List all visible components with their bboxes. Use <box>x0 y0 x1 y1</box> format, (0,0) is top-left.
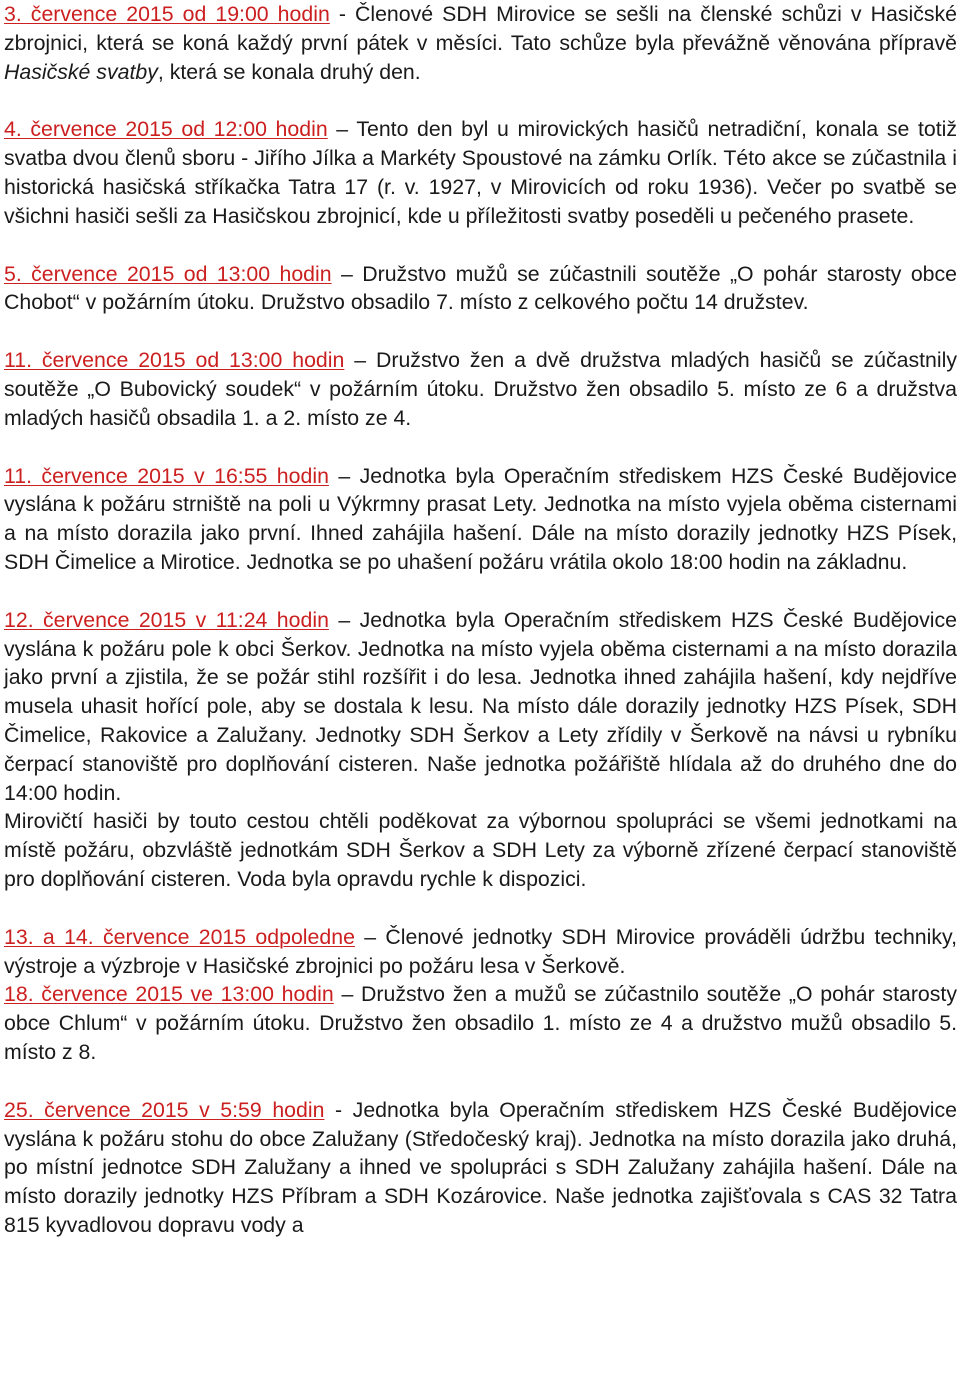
entry-0711-a <box>4 346 957 432</box>
entry-separator: – <box>333 982 361 1007</box>
entry-separator: – <box>344 348 376 373</box>
entry-date-link[interactable]: 11. července 2015 od 13:00 hodin <box>4 348 345 373</box>
entry-separator: – <box>331 261 363 286</box>
entry-text: Členové SDH Mirovice se sešli na členské schůzi v Hasičské zbrojnici, která se koná každý první pátek v měsíci. Tato schůze byla převážně věnována přípravě <box>4 2 957 55</box>
entry-separator: – <box>354 924 386 949</box>
entry-text: Členové jednotky SDH Mirovice prováděli údržbu techniky, výstroje a výzbroje v Hasičské zbrojnici po požáru lesa v Šerkově. <box>4 924 958 978</box>
entry-separator: – <box>328 463 360 488</box>
entry-date-link[interactable]: 11. července 2015 v 16:55 hodin <box>4 463 329 488</box>
entry-date-link[interactable]: 3. července 2015 od 19:00 hodin <box>4 2 330 26</box>
entry-date-link[interactable]: 18. července 2015 ve 13:00 hodin <box>4 982 334 1007</box>
entry-separator: - <box>324 1097 353 1122</box>
entry-text: Družstvo mužů se zúčastnili soutěže „O pohár starosty obce Chobot“ v požárním útoku. Družstvo obsadilo 7. místo z celkového počtu 14 družstev. <box>4 261 957 315</box>
entry-0712-thanks <box>4 807 957 893</box>
entry-0704 <box>4 115 957 230</box>
entry-separator: – <box>328 607 360 632</box>
entry-date-link[interactable]: 4. července 2015 od 12:00 hodin <box>4 117 328 142</box>
entry-text: Mirovičtí hasiči by touto cestou chtěli poděkovat za výbornou spolupráci se všemi jednotkami na místě požáru, obzvláště jednotkám SDH Šerkov a SDH Lety za výborně zřízené čerpací stanoviště pro doplňování cisteren. Voda byla opravdu rychle k dispozici. <box>4 809 957 891</box>
entry-0711-b <box>4 462 957 577</box>
entry-0718 <box>4 980 957 1066</box>
entry-0705 <box>4 260 957 318</box>
entry-0713-14 <box>4 923 957 981</box>
entry-separator: – <box>327 117 357 142</box>
entry-date-link[interactable]: 5. července 2015 od 13:00 hodin <box>4 261 332 286</box>
entry-text: Družstvo žen a dvě družstva mladých hasičů se zúčastnily soutěže „O Bubovický soudek“ v požárním útoku. Družstvo žen obsadilo 5. místo ze 6 a družstva mladých hasičů obsadila 1. a 2. místo ze 4. <box>4 348 957 430</box>
entry-date-link[interactable]: 13. a 14. července 2015 odpoledne <box>4 924 355 949</box>
entry-date-link[interactable]: 12. července 2015 v 11:24 hodin <box>4 607 329 632</box>
entry-text: Tento den byl u mirovických hasičů netradiční, konala se totiž svatba dvou členů sboru - Jiřího Jílka a Markéty Spoustové na zámku Orlík. Této akce se zúčastnila i historická hasičská stříkačka Tatra 17 (r. v. 1927, v Mirovicích od roku 1936). Večer po svatbě se všichni hasiči sešli za Hasičskou zbrojnicí, kde u příležitosti svatby poseděli u pečeného prasete. <box>4 117 958 228</box>
entry-separator: - <box>329 2 355 26</box>
entry-0725 <box>4 1096 957 1240</box>
entry-date-link[interactable]: 25. července 2015 v 5:59 hodin <box>4 1097 325 1122</box>
entry-0703 <box>4 0 957 86</box>
entry-emphasis: Hasičské svatby <box>4 59 158 84</box>
entry-text: Jednotka byla Operačním střediskem HZS České Budějovice vyslána k požáru strniště na poli u Výkrmny prasat Lety. Jednotka na místo vyjela oběma cisternami a na místo dorazila jako první. Ihned zahájila hašení. Dále na místo dorazily jednotky HZS Písek, SDH Čimelice a Mirotice. Jednotka se po uhašení požáru vrátila okolo 18:00 hodin na základnu. <box>4 463 958 574</box>
entry-text-tail: , která se konala druhý den. <box>157 59 421 84</box>
entry-text: Jednotka byla Operačním střediskem HZS České Budějovice vyslána k požáru pole k obci Šerkov. Jednotka na místo vyjela oběma cisternami a na místo dorazila jako první a zjistila, že se požár stihl rozšířit i do lesa. Jednotka ihned zahájila hašení, kdy nejdříve musela uhasit hořící pole, aby se dostala k lesu. Na místo dále dorazily jednotky HZS Písek, SDH Čimelice, Rakovice a Zalužany. Jednotky SDH Šerkov a Lety zřídily v Šerkově na návsi u rybníku čerpací stanoviště pro doplňování cisteren. Naše jednotka požářiště hlídala až do druhého dne do 14:00 hodin. <box>4 607 958 805</box>
entry-text: Jednotka byla Operačním střediskem HZS České Budějovice vyslána k požáru stohu do obce Zalužany (Středočeský kraj). Jednotka na místo dorazila jako druhá, po místní jednotce SDH Zalužany a ihned ve spolupráci s SDH Zalužany zahájila hašení. Dále na místo dorazily jednotky HZS Příbram a SDH Kozárovice. Naše jednotka zajišťovala s CAS 32 Tatra 815 kyvadlovou dopravu vody a <box>4 1097 958 1237</box>
document-page <box>4 0 957 1240</box>
entry-text: Družstvo žen a mužů se zúčastnilo soutěže „O pohár starosty obce Chlum“ v požárním útoku. Družstvo žen obsadilo 1. místo ze 4 a družstvo mužů obsadilo 5. místo z 8. <box>4 982 957 1064</box>
entry-0712 <box>4 606 957 808</box>
